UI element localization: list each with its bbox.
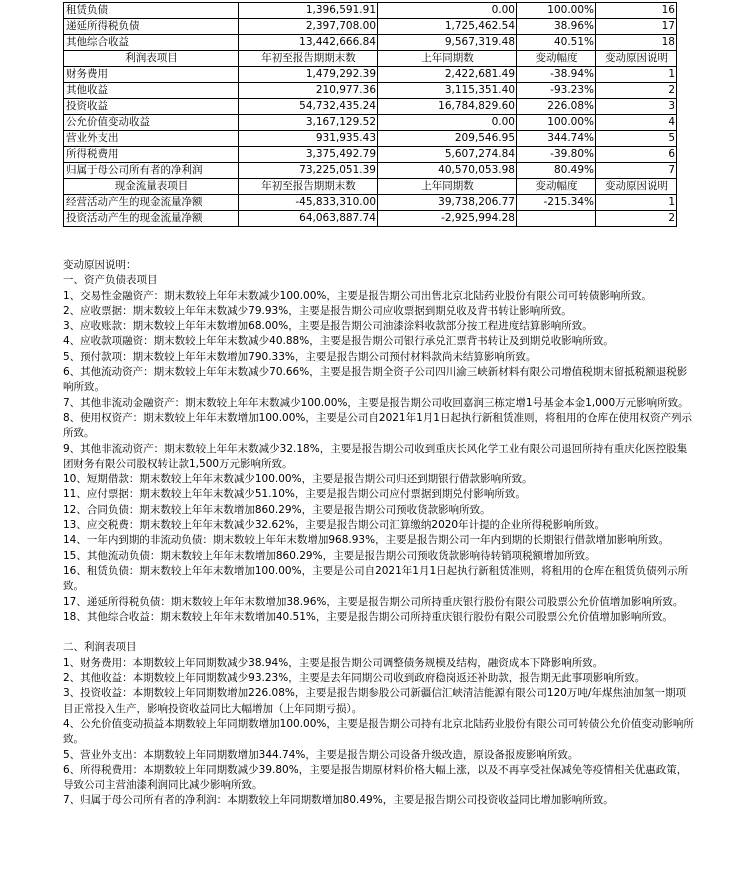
previous-value-cell: 40,570,053.98 bbox=[378, 163, 517, 179]
previous-value-cell: 9,567,319.48 bbox=[378, 35, 517, 51]
change-rate-cell: -38.94% bbox=[517, 67, 596, 83]
current-value-cell: 931,935.43 bbox=[239, 131, 378, 147]
change-rate-cell: 100.00% bbox=[517, 3, 596, 19]
note-ref-cell: 1 bbox=[596, 67, 677, 83]
previous-value-cell: 2,422,681.49 bbox=[378, 67, 517, 83]
note-item: 3、应收账款：期末数较上年年末数增加68.00%，主要是报告期公司油漆涂料收款部分按工程进度结算影响所致。 bbox=[63, 320, 593, 333]
note-item: 13、应交税费：期末数较上年年末数减少32.62%，主要是报告期公司汇算缴纳2020年计提的企业所得税影响所致。 bbox=[63, 519, 606, 532]
table-row bbox=[64, 211, 677, 227]
notes-title: 变动原因说明： bbox=[63, 259, 137, 271]
note-item: 7、其他非流动金融资产：期末数较上年年末数减少100.00%，主要是报告期公司收回嘉润三栋定增1号基金本金1,000万元影响所致。 bbox=[63, 396, 689, 409]
current-value-cell: 64,063,887.74 bbox=[239, 211, 378, 227]
previous-value-cell: 209,546.95 bbox=[378, 131, 517, 147]
column-header: 上年同期数 bbox=[378, 179, 517, 195]
table-row bbox=[64, 83, 677, 99]
section-gap bbox=[63, 625, 695, 640]
change-rate-cell: 38.96% bbox=[517, 19, 596, 35]
note-item: 6、所得税费用：本期数较上年同期数减少39.80%，主要是报告期原材料价格大幅上涨，以及不再享受社保减免等疫情相关优惠政策，导致公司主营油漆利润同比减少影响所致。 bbox=[63, 763, 688, 792]
note-ref-cell: 2 bbox=[596, 211, 677, 227]
note-ref-cell: 1 bbox=[596, 195, 677, 211]
previous-value-cell: -2,925,994.28 bbox=[378, 211, 517, 227]
previous-value-cell: 0.00 bbox=[378, 3, 517, 19]
balance-notes-list bbox=[63, 289, 695, 626]
item-cell: 投资收益 bbox=[64, 99, 239, 115]
current-value-cell: 1,479,292.39 bbox=[239, 67, 378, 83]
change-rate-cell: 226.08% bbox=[517, 99, 596, 115]
table-row bbox=[64, 147, 677, 163]
note-ref-cell: 5 bbox=[596, 131, 677, 147]
note-ref-cell: 4 bbox=[596, 115, 677, 131]
change-rate-cell: -93.23% bbox=[517, 83, 596, 99]
item-cell: 公允价值变动收益 bbox=[64, 115, 239, 131]
table-row bbox=[64, 131, 677, 147]
note-item: 18、其他综合收益：期末数较上年年末数增加40.51%，主要是报告期公司所持重庆银行股份有限公司股票公允价值增加影响所致。 bbox=[63, 610, 673, 623]
note-ref-cell: 18 bbox=[596, 35, 677, 51]
current-value-cell: 73,225,051.39 bbox=[239, 163, 378, 179]
item-cell: 财务费用 bbox=[64, 67, 239, 83]
note-ref-cell: 7 bbox=[596, 163, 677, 179]
column-header: 变动原因说明 bbox=[596, 51, 677, 67]
current-value-cell: 2,397,708.00 bbox=[239, 19, 378, 35]
note-ref-cell: 6 bbox=[596, 147, 677, 163]
note-item: 4、公允价值变动损益本期数较上年同期数增加100.00%，主要是报告期公司持有北京北陆药业股份有限公司可转债公允价值变动影响所致。 bbox=[63, 717, 694, 746]
note-item: 1、交易性金融资产：期末数较上年年末数减少100.00%，主要是报告期公司出售北京北陆药业股份有限公司可转债影响所致。 bbox=[63, 289, 652, 302]
item-cell: 投资活动产生的现金流量净额 bbox=[64, 211, 239, 227]
income-notes-list bbox=[63, 656, 695, 809]
current-value-cell: 3,167,129.52 bbox=[239, 115, 378, 131]
previous-value-cell: 0.00 bbox=[378, 115, 517, 131]
previous-value-cell: 3,115,351.40 bbox=[378, 83, 517, 99]
table-row bbox=[64, 163, 677, 179]
note-ref-cell: 17 bbox=[596, 19, 677, 35]
item-cell: 其他综合收益 bbox=[64, 35, 239, 51]
column-header: 利润表项目 bbox=[64, 51, 239, 67]
note-item: 17、递延所得税负债：期末数较上年年末数增加38.96%，主要是报告期公司所持重庆银行股份有限公司股票公允价值增加影响所致。 bbox=[63, 595, 684, 608]
change-rate-cell: 344.74% bbox=[517, 131, 596, 147]
table-row bbox=[64, 195, 677, 211]
change-rate-cell: 80.49% bbox=[517, 163, 596, 179]
note-ref-cell: 3 bbox=[596, 99, 677, 115]
note-item: 1、财务费用：本期数较上年同期数减少38.94%，主要是报告期公司调整债务规模及结构，融资成本下降影响所致。 bbox=[63, 656, 604, 669]
note-item: 2、应收票据：期末数较上年年末数减少79.93%，主要是报告期公司应收票据到期兑收及背书转让影响所致。 bbox=[63, 304, 572, 317]
balance-section-title: 一、资产负债表项目 bbox=[63, 274, 158, 287]
column-header: 变动幅度 bbox=[517, 179, 596, 195]
note-item: 16、租赁负债：期末数较上年年末数增加100.00%，主要是公司自2021年1月1日起执行新租赁准则，将租用的仓库在租赁负债列示所致。 bbox=[63, 564, 689, 593]
table-row bbox=[64, 99, 677, 115]
previous-value-cell: 1,725,462.54 bbox=[378, 19, 517, 35]
table-row bbox=[64, 19, 677, 35]
financial-change-table bbox=[63, 2, 677, 227]
note-item: 10、短期借款：期末数较上年年末数减少100.00%，主要是报告期公司归还到期银行借款影响所致。 bbox=[63, 473, 533, 486]
change-rate-cell bbox=[517, 211, 596, 227]
note-item: 5、营业外支出：本期数较上年同期数增加344.74%，主要是报告期公司设备升级改造，原设备报废影响所致。 bbox=[63, 748, 579, 761]
item-cell: 所得税费用 bbox=[64, 147, 239, 163]
note-item: 8、使用权资产：期末数较上年年末数增加100.00%，主要是公司自2021年1月1日起执行新租赁准则，将租用的仓库在使用权资产列示所致。 bbox=[63, 411, 692, 440]
note-item: 4、应收款项融资：期末数较上年年末数减少40.88%，主要是报告期公司银行承兑汇票背书转让及到期兑收影响所致。 bbox=[63, 335, 614, 348]
note-item: 14、一年内到期的非流动负债：期末数较上年年末数增加968.93%，主要是报告期公司一年内到期的长期银行借款增加影响所致。 bbox=[63, 534, 670, 547]
item-cell: 营业外支出 bbox=[64, 131, 239, 147]
column-header: 年初至报告期期末数 bbox=[239, 179, 378, 195]
note-item: 12、合同负债：期末数较上年年末数增加860.29%，主要是报告期公司预收货款影响所致。 bbox=[63, 503, 491, 516]
current-value-cell: 54,732,435.24 bbox=[239, 99, 378, 115]
change-rate-cell: -215.34% bbox=[517, 195, 596, 211]
change-reasons-notes bbox=[63, 258, 695, 809]
column-header: 变动原因说明 bbox=[596, 179, 677, 195]
column-header: 上年同期数 bbox=[378, 51, 517, 67]
note-ref-cell: 16 bbox=[596, 3, 677, 19]
change-rate-cell: 40.51% bbox=[517, 35, 596, 51]
change-rate-cell: -39.80% bbox=[517, 147, 596, 163]
item-cell: 归属于母公司所有者的净利润 bbox=[64, 163, 239, 179]
table-row bbox=[64, 67, 677, 83]
current-value-cell: -45,833,310.00 bbox=[239, 195, 378, 211]
note-item: 5、预付款项：期末数较上年年末数增加790.33%，主要是报告期公司预付材料款尚未结算影响所致。 bbox=[63, 350, 537, 363]
current-value-cell: 13,442,666.84 bbox=[239, 35, 378, 51]
previous-value-cell: 5,607,274.84 bbox=[378, 147, 517, 163]
note-item: 7、归属于母公司所有者的净利润：本期数较上年同期数增加80.49%，主要是报告期公司投资收益同比增加影响所致。 bbox=[63, 794, 614, 807]
item-cell: 经营活动产生的现金流量净额 bbox=[64, 195, 239, 211]
previous-value-cell: 16,784,829.60 bbox=[378, 99, 517, 115]
note-item: 2、其他收益：本期数较上年同期数减少93.23%，主要是去年同期公司收到政府稳岗返还补助款，报告期无此事项影响所致。 bbox=[63, 672, 646, 685]
column-header: 变动幅度 bbox=[517, 51, 596, 67]
table-row bbox=[64, 3, 677, 19]
table-row bbox=[64, 35, 677, 51]
table-header-row bbox=[64, 51, 677, 67]
previous-value-cell: 39,738,206.77 bbox=[378, 195, 517, 211]
note-item: 11、应付票据：期末数较上年年末数减少51.10%，主要是报告期公司应付票据到期兑付影响所致。 bbox=[63, 488, 526, 501]
current-value-cell: 1,396,591.91 bbox=[239, 3, 378, 19]
note-item: 3、投资收益：本期数较上年同期数增加226.08%，主要是报告期参股公司新疆信汇峡清洁能源有限公司120万吨/年煤焦油加氢一期项目正常投入生产，影响投资收益同比大幅增加（上年同期亏损）。 bbox=[63, 687, 686, 715]
table-header-row bbox=[64, 179, 677, 195]
column-header: 年初至报告期期末数 bbox=[239, 51, 378, 67]
note-item: 6、其他流动资产：期末数较上年年末数减少70.66%，主要是报告期全资子公司四川渝三峡新材料有限公司增值税期末留抵税额退税影响所致。 bbox=[63, 366, 688, 394]
item-cell: 其他收益 bbox=[64, 83, 239, 99]
table-row bbox=[64, 115, 677, 131]
column-header: 现金流量表项目 bbox=[64, 179, 239, 195]
note-item: 15、其他流动负债：期末数较上年年末数增加860.29%，主要是报告期公司预收货款影响待转销项税额增加所致。 bbox=[63, 549, 596, 562]
income-section-title: 二、利润表项目 bbox=[63, 641, 137, 654]
current-value-cell: 3,375,492.79 bbox=[239, 147, 378, 163]
note-item: 9、其他非流动资产：期末数较上年年末数减少32.18%，主要是报告期公司收到重庆长风化学工业有限公司退回所持有重庆化医控股集团财务有限公司股权转让款1,500万元影响所致。 bbox=[63, 442, 688, 470]
note-ref-cell: 2 bbox=[596, 83, 677, 99]
item-cell: 租赁负债 bbox=[64, 3, 239, 19]
item-cell: 递延所得税负债 bbox=[64, 19, 239, 35]
financial-change-table-body bbox=[64, 3, 677, 227]
current-value-cell: 210,977.36 bbox=[239, 83, 378, 99]
change-rate-cell: 100.00% bbox=[517, 115, 596, 131]
